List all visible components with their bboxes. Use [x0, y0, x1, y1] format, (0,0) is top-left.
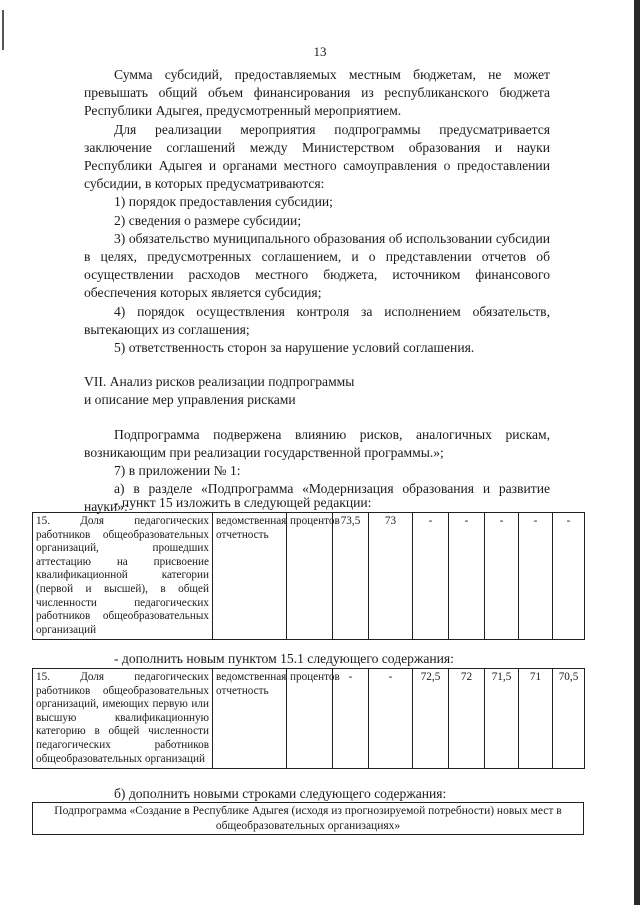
scan-edge: [634, 0, 640, 905]
section-heading-line-1: VII. Анализ рисков реализации подпрограммы: [84, 374, 355, 390]
instruction-add-rows: б) дополнить новыми строками следующего содержания:: [114, 786, 447, 801]
indicator-name: 15. Доля педагогических работников общеобразовательных организаций, прошедших аттестацию на присвоение квалификационной категории (первой и высшей), в общей численности педагогических работников общеобразовательных организаций: [33, 513, 213, 640]
list-item: 4) порядок осуществления контроля за исполнением обязательств, вытекающих из соглашения;: [84, 303, 550, 337]
indicator-source: ведомственная отчетность: [213, 669, 287, 769]
paragraph: Подпрограмма подвержена влиянию рисков, аналогичных рискам, возникающим при реализации государственной программы.»;: [84, 426, 550, 460]
paragraph: Для реализации мероприятия подпрограммы предусматривается заключение соглашений между Министерством образования и науки Республики Адыгея и органами местного самоуправления о предоставлении субсидии, в которых предусматриваются:: [84, 121, 550, 192]
list-item: 2) сведения о размере субсидии;: [114, 212, 302, 228]
value-cell: -: [519, 513, 553, 640]
indicator-unit: процентов: [287, 513, 333, 640]
indicator-name: 15. Доля педагогических работников общеобразовательных организаций, имеющих первую или высшую квалификационную категорию в общей численности педагогических работников общеобразовательных организаций: [33, 669, 213, 769]
value-cell: 72: [449, 669, 485, 769]
instruction-add-15-1: - дополнить новым пунктом 15.1 следующего содержания:: [114, 651, 454, 666]
body-text: [84, 66, 550, 517]
list-item: 3) обязательство муниципального образования об использовании субсидии в целях, предусмотренных соглашением, и о представлении отчетов об осуществлении расходов местного бюджета, источником финансового обеспечения которых является субсидия;: [84, 230, 550, 301]
value-cell: 73: [369, 513, 413, 640]
list-item: 5) ответственность сторон за нарушение условий соглашения.: [114, 340, 475, 356]
list-item: 1) порядок предоставления субсидии;: [114, 194, 333, 210]
value-cell: 70,5: [553, 669, 585, 769]
table-row: [33, 669, 585, 769]
indicator-table-15-1: [32, 668, 585, 769]
value-cell: -: [449, 513, 485, 640]
value-cell: 71,5: [485, 669, 519, 769]
instruction-replace-15: - пункт 15 изложить в следующей редакции:: [114, 495, 372, 510]
indicator-unit: процентов: [287, 669, 333, 769]
value-cell: 73,5: [333, 513, 369, 640]
value-cell: -: [333, 669, 369, 769]
value-cell: -: [485, 513, 519, 640]
value-cell: -: [553, 513, 585, 640]
paragraph: 7) в приложении № 1:: [114, 463, 241, 479]
table-row: [33, 513, 585, 640]
value-cell: -: [413, 513, 449, 640]
indicator-source: ведомственная отчетность: [213, 513, 287, 640]
page-number: 13: [313, 44, 327, 59]
paragraph: Сумма субсидий, предоставляемых местным бюджетам, не может превышать общий объем финансирования из республиканского бюджета Республики Адыгея, предусмотренный мероприятием.: [84, 67, 550, 119]
value-cell: 72,5: [413, 669, 449, 769]
indicator-table-15: [32, 512, 585, 640]
section-heading-line-2: и описание мер управления рисками: [84, 392, 296, 408]
value-cell: 71: [519, 669, 553, 769]
paragraph: а) в разделе «Подпрограмма «Модернизация образования и развитие науки»:: [84, 481, 550, 515]
subprogram-title-box: Подпрограмма «Создание в Республике Адыгея (исходя из прогнозируемой потребности) новых мест в общеобразовательных организациях»: [32, 802, 584, 835]
value-cell: -: [369, 669, 413, 769]
